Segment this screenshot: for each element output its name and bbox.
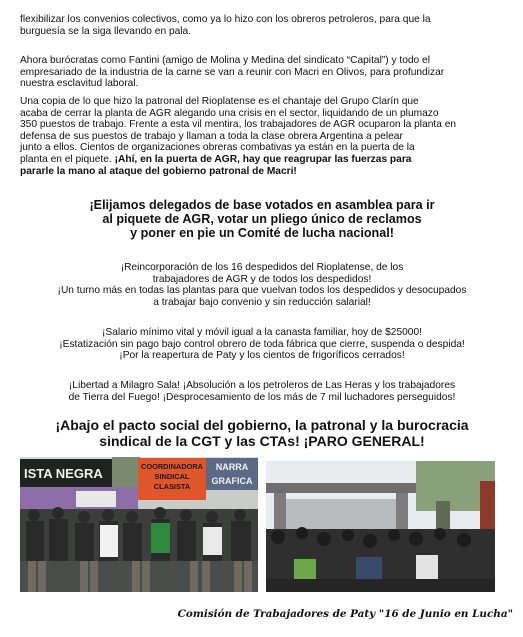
demands-wages	[14, 327, 510, 362]
demand-line: ¡Reincorporación de los 16 despedidos del Rioplatense, de los	[120, 262, 404, 273]
banner-center-line: SINDICAL	[154, 472, 190, 481]
demands-reinstatement	[14, 262, 510, 308]
fantini-paragraph	[20, 55, 508, 90]
demand-line: ¡Salario mínimo vital y móvil igual a la canasta familiar, hoy de $25000!	[102, 327, 422, 338]
factory-gate-photo-right	[266, 461, 495, 592]
text-line: Ahora burócratas como Fantini (amigo de Molina y Medina del sindicato “Capital”) y todo el	[20, 55, 430, 66]
demand-line: ¡Por la reapertura de Paty y los cientos de frigoríficos cerrados!	[119, 350, 405, 362]
footer-signature: Comisión de Trabajadores de Paty "16 de Junio en Lucha"	[177, 608, 513, 620]
text-line: nuestra esclavitud laboral.	[20, 78, 139, 90]
headline-line: sindical de la CGT y las CTAs! ¡PARO GENERAL!	[99, 432, 425, 449]
text-line: flexibilizar los convenios colectivos, como ya lo hizo con los obreros petroleros, para que la	[20, 14, 431, 25]
picket-photo-left-image	[20, 457, 258, 592]
demand-line: a trabajar bajo convenio y sin reducción salarial!	[153, 296, 371, 308]
demand-line: trabajadores de AGR y de todos los despedidos!	[152, 273, 372, 285]
text-line: burguesía se la siga llevando en pala.	[20, 25, 192, 37]
text-line: planta en el piquete.	[20, 153, 112, 165]
banner-center-line: CLASISTA	[153, 482, 191, 491]
agr-paragraph	[20, 96, 508, 177]
text-line: defensa de sus puestos de trabajo y llaman a toda la clase obrera Argentina a pelear	[20, 130, 403, 142]
headline-general-strike	[14, 418, 510, 450]
demand-line: ¡Libertad a Milagro Sala! ¡Absolución a los petroleros de Las Heras y los trabajadores	[68, 380, 456, 391]
headline-line: ¡Elijamos delegados de base votados en asamblea para ir	[89, 198, 435, 212]
text-line: junto a ellos. Cientos de organizaciones obreras combativas ya están en la puerta de la	[20, 142, 415, 154]
agr-bold-call: ¡Ahí, en la puerta de AGR, hay que reagrupar las fuerzas para	[114, 153, 412, 165]
banner-right-line: GRAFICA	[211, 476, 253, 486]
headline-line: y poner en pie un Comité de lucha nacional!	[130, 226, 394, 241]
demand-line: de Tierra del Fuego! ¡Desprocesamiento de los más de 7 mil luchadores perseguidos!	[68, 391, 456, 403]
headline-line: al piquete de AGR, votar un pliego único de reclamos	[102, 212, 422, 227]
banner-left-text: ISTA NEGRA	[24, 466, 103, 481]
demands-freedom	[14, 380, 510, 403]
text-line: empresariado de la industria de la carne se van a reunir con Macri en Olivos, para profundizar	[20, 66, 445, 78]
demand-line: ¡Estatización sin pago bajo control obrero de toda fábrica que cierre, suspenda o despida!	[59, 338, 465, 350]
factory-gate-photo-right-image	[266, 461, 495, 592]
banner-center-line: COORDINADORA	[141, 462, 203, 471]
banner-right-line: NARRA	[215, 462, 249, 472]
demand-line: ¡Un turno más en todas las plantas para que vuelvan todos los despedidos y desocupados	[57, 285, 467, 297]
text-line: 350 puestos de trabajo. Frente a esta vil mentira, los trabajadores de AGR ocuparon la planta en	[20, 119, 457, 131]
text-line: acaba de cerrar la planta de AGR alegando una crisis en el sector, liquidando de un plumazo	[20, 107, 439, 119]
text-line: Una copia de lo que hizo la patronal del Rioplatense es el chantaje del Grupo Clarín que	[20, 96, 419, 107]
headline-line: ¡Abajo el pacto social del gobierno, la patronal y la burocracia	[55, 417, 469, 433]
picket-photo-left	[20, 457, 258, 592]
headline-delegates	[14, 198, 510, 241]
intro-paragraph	[20, 14, 508, 37]
agr-bold-call: pararle la mano al ataque del gobierno patronal de Macri!	[20, 165, 297, 177]
